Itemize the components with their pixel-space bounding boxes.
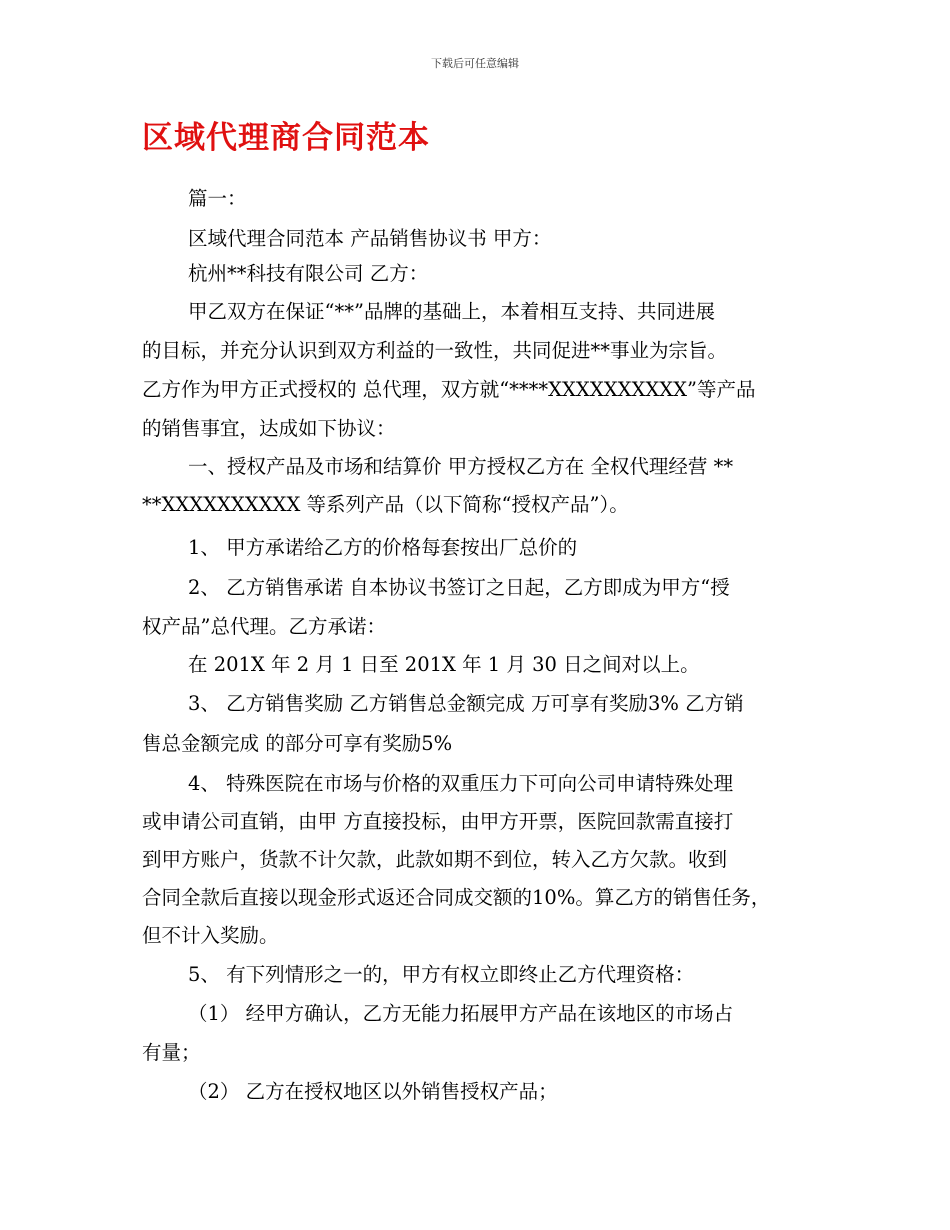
paragraph-line: 篇一： [188,187,247,210]
paragraph-line: 到甲方账户，货款不计欠款，此款如期不到位，转入乙方欠款。收到 [142,848,728,871]
paragraph-line: 区域代理合同范本 产品销售协议书 甲方： [188,227,552,250]
paragraph-line: 甲乙双方在保证“**”品牌的基础上，本着相互支持、共同进展 [188,300,715,323]
paragraph-line: 杭州**科技有限公司 乙方： [188,262,429,285]
paragraph-line: 5、 有下列情形之一的，甲方有权立即终止乙方代理资格： [188,963,695,986]
paragraph-line: 的销售事宜，达成如下协议： [142,417,396,440]
paragraph-line: （2） 乙方在授权地区以外销售授权产品； [188,1080,558,1103]
paragraph-line: 或申请公司直销，由甲 方直接投标，由甲方开票，医院回款需直接打 [142,810,734,833]
paragraph-line: 合同全款后直接以现金形式返还合同成交额的10%。算乙方的销售任务， [142,886,771,909]
page-header: 下载后可任意编辑 [431,57,519,70]
paragraph-line: 2、 乙方销售承诺 自本协议书签订之日起，乙方即成为甲方“授 [188,576,730,599]
paragraph-line: 4、 特殊医院在市场与价格的双重压力下可向公司申请特殊处理 [188,772,734,795]
paragraph-line: （1） 经甲方确认，乙方无能力拓展甲方产品在该地区的市场占 [188,1002,734,1025]
paragraph-line: **XXXXXXXXXX 等系列产品（以下简称“授权产品”）。 [142,493,629,516]
paragraph-line: 有量； [142,1041,201,1064]
document-title: 区域代理商合同范本 [142,120,430,156]
paragraph-line: 一、授权产品及市场和结算价 甲方授权乙方在 全权代理经营 ** [188,455,734,478]
paragraph-line: 3、 乙方销售奖励 乙方销售总金额完成 万可享有奖励3% 乙方销 [188,692,744,715]
paragraph-line: 但不计入奖励。 [142,924,279,947]
paragraph-line: 的目标，并充分认识到双方利益的一致性，共同促进**事业为宗旨。 [142,339,728,362]
paragraph-line: 1、 甲方承诺给乙方的价格每套按出厂总价的 [188,536,578,559]
paragraph-line: 权产品”总代理。乙方承诺： [142,615,386,638]
paragraph-line: 乙方作为甲方正式授权的 总代理，双方就“****XXXXXXXXXX”等产品 [142,378,756,401]
paragraph-line: 售总金额完成 的部分可享有奖励5% [142,732,453,755]
paragraph-line: 在 201X 年 2 月 1 日至 201X 年 1 月 30 日之间对以上。 [188,653,700,676]
